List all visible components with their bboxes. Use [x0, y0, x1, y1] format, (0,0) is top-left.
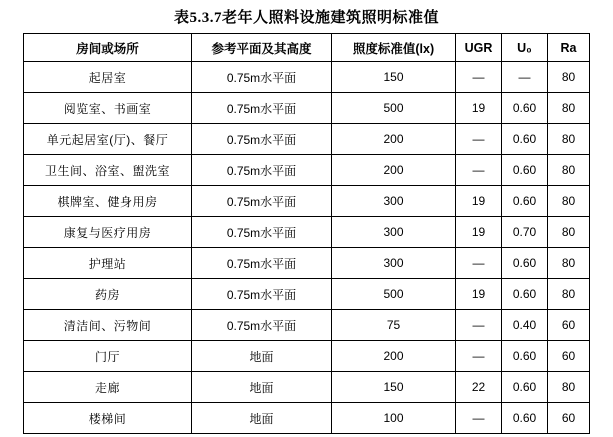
cell-reference-plane: 0.75m水平面: [192, 155, 332, 186]
cell-reference-plane: 0.75m水平面: [192, 310, 332, 341]
cell-uo: 0.60: [502, 341, 548, 372]
cell-place: 楼梯间: [24, 403, 192, 434]
table-row: [24, 155, 590, 186]
cell-ugr: 19: [456, 217, 502, 248]
cell-place: 药房: [24, 279, 192, 310]
column-header-illuminance: 照度标准值(lx): [332, 34, 456, 62]
table-row: [24, 310, 590, 341]
cell-uo: 0.60: [502, 403, 548, 434]
cell-place: 护理站: [24, 248, 192, 279]
cell-illuminance: 500: [332, 93, 456, 124]
cell-illuminance: 200: [332, 155, 456, 186]
column-header-ugr: UGR: [456, 34, 502, 62]
cell-uo: 0.60: [502, 124, 548, 155]
cell-ra: 80: [548, 124, 590, 155]
cell-uo: 0.60: [502, 372, 548, 403]
cell-ugr: —: [456, 403, 502, 434]
cell-ra: 80: [548, 62, 590, 93]
cell-illuminance: 200: [332, 341, 456, 372]
cell-reference-plane: 地面: [192, 403, 332, 434]
cell-place: 阅览室、书画室: [24, 93, 192, 124]
table-title: 表5.3.7老年人照料设施建筑照明标准值: [173, 10, 439, 26]
cell-ugr: —: [456, 124, 502, 155]
cell-reference-plane: 地面: [192, 341, 332, 372]
cell-ugr: —: [456, 155, 502, 186]
cell-ugr: 22: [456, 372, 502, 403]
cell-reference-plane: 0.75m水平面: [192, 93, 332, 124]
table-row: [24, 62, 590, 93]
cell-ra: 80: [548, 279, 590, 310]
cell-place: 清洁间、污物间: [24, 310, 192, 341]
table-row: [24, 217, 590, 248]
cell-ugr: —: [456, 248, 502, 279]
cell-ugr: 19: [456, 186, 502, 217]
table-header-row: [24, 34, 590, 62]
table-row: [24, 341, 590, 372]
lighting-standard-table: [23, 33, 590, 434]
cell-uo: 0.60: [502, 93, 548, 124]
cell-place: 单元起居室(厅)、餐厅: [24, 124, 192, 155]
table-row: [24, 186, 590, 217]
cell-ugr: 19: [456, 279, 502, 310]
cell-ugr: 19: [456, 93, 502, 124]
cell-ra: 60: [548, 403, 590, 434]
cell-illuminance: 500: [332, 279, 456, 310]
cell-ra: 80: [548, 248, 590, 279]
cell-place: 康复与医疗用房: [24, 217, 192, 248]
cell-ra: 80: [548, 93, 590, 124]
cell-ra: 80: [548, 186, 590, 217]
cell-reference-plane: 0.75m水平面: [192, 186, 332, 217]
cell-illuminance: 100: [332, 403, 456, 434]
cell-ra: 60: [548, 341, 590, 372]
cell-reference-plane: 0.75m水平面: [192, 217, 332, 248]
table-row: [24, 372, 590, 403]
cell-ra: 60: [548, 310, 590, 341]
column-header-place: 房间或场所: [24, 34, 192, 62]
cell-uo: 0.60: [502, 186, 548, 217]
cell-ugr: —: [456, 341, 502, 372]
cell-illuminance: 300: [332, 248, 456, 279]
cell-place: 起居室: [24, 62, 192, 93]
cell-reference-plane: 地面: [192, 372, 332, 403]
cell-uo: 0.60: [502, 279, 548, 310]
cell-illuminance: 150: [332, 372, 456, 403]
cell-uo: 0.70: [502, 217, 548, 248]
cell-illuminance: 75: [332, 310, 456, 341]
cell-ugr: —: [456, 310, 502, 341]
cell-uo: 0.40: [502, 310, 548, 341]
cell-illuminance: 300: [332, 217, 456, 248]
column-header-uo: U₀: [502, 34, 548, 62]
cell-ugr: —: [456, 62, 502, 93]
cell-illuminance: 300: [332, 186, 456, 217]
column-header-reference-plane: 参考平面及其高度: [192, 34, 332, 62]
cell-place: 棋牌室、健身用房: [24, 186, 192, 217]
cell-reference-plane: 0.75m水平面: [192, 124, 332, 155]
table-row: [24, 248, 590, 279]
table-row: [24, 403, 590, 434]
table-row: [24, 124, 590, 155]
cell-reference-plane: 0.75m水平面: [192, 62, 332, 93]
cell-ra: 80: [548, 155, 590, 186]
cell-uo: 0.60: [502, 155, 548, 186]
cell-reference-plane: 0.75m水平面: [192, 248, 332, 279]
cell-place: 门厅: [24, 341, 192, 372]
table-row: [24, 279, 590, 310]
cell-reference-plane: 0.75m水平面: [192, 279, 332, 310]
cell-ra: 80: [548, 372, 590, 403]
cell-place: 卫生间、浴室、盥洗室: [24, 155, 192, 186]
table-row: [24, 93, 590, 124]
cell-illuminance: 200: [332, 124, 456, 155]
cell-illuminance: 150: [332, 62, 456, 93]
cell-uo: 0.60: [502, 248, 548, 279]
cell-uo: —: [502, 62, 548, 93]
cell-ra: 80: [548, 217, 590, 248]
cell-place: 走廊: [24, 372, 192, 403]
column-header-ra: Ra: [548, 34, 590, 62]
